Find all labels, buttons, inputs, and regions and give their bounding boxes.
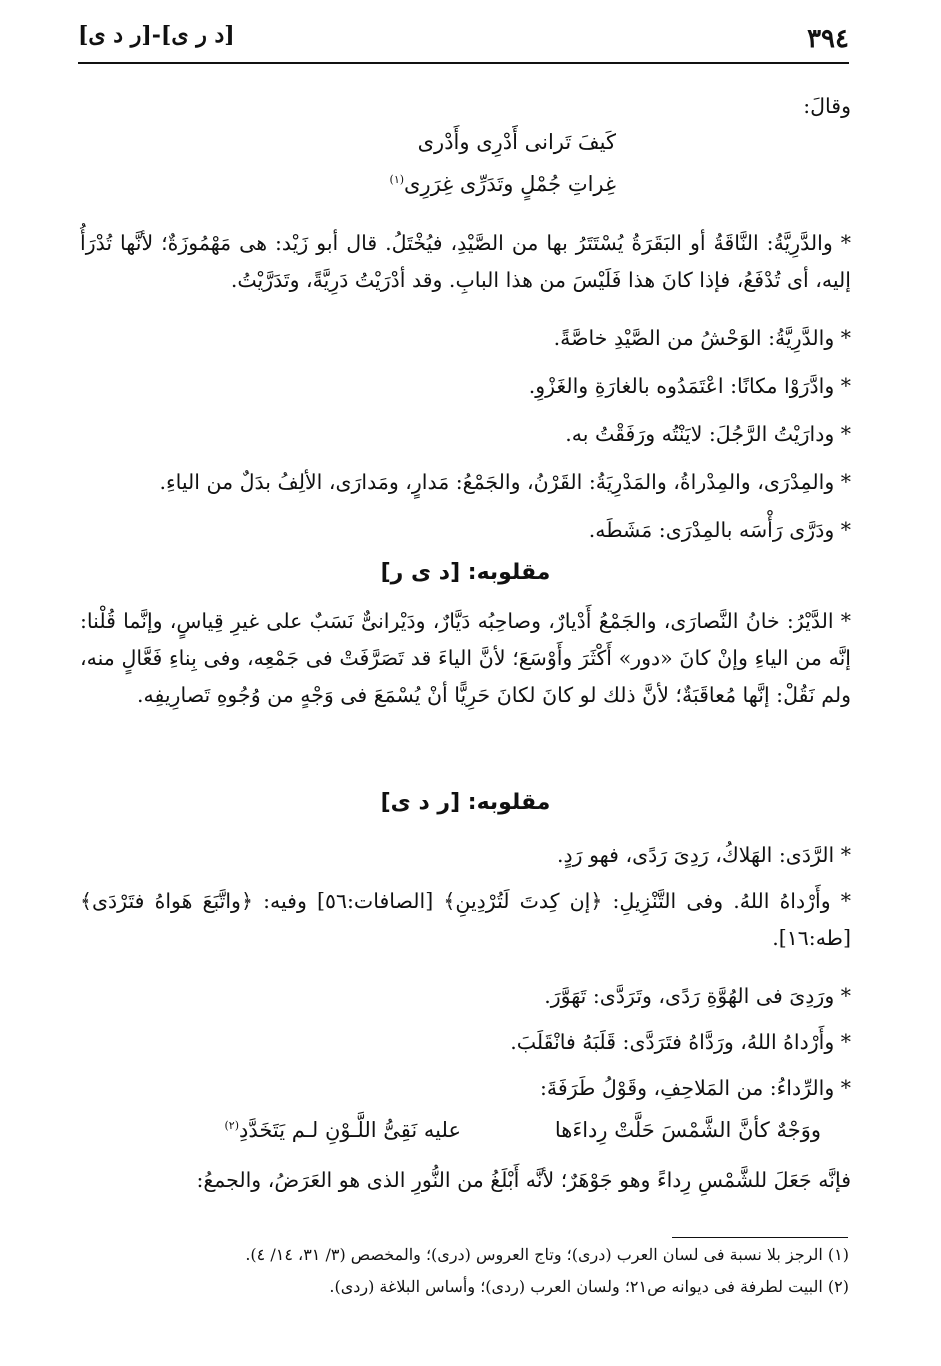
entry-paragraph: * الدَّيْرُ: خانُ النَّصارَى، والجَمْعُ أَدْيارٌ، وصاحِبُه دَيَّارٌ، ودَيْرانىٌّ نَسَبٌ على غيرِ قِياسٍ، وإنَّما قُلْنا: إنَّه من الياءِ وإنْ كانَ «دور» أَكْثَرَ وأَوْسَعَ؛ لأنَّ الياءَ قد تَصَرَّفَتْ فى جَمْعِه، وفى بِناءِ فَعَّالٍ منه، ولم نَقُلْ: إنَّها مُعاقَبَةٌ؛ لأنَّ ذلك لو كانَ لكانَ حَرِيًّا أنْ يُسْمَعَ فى وَجْهٍ من وُجُوهِ تَصارِيفِه. [80, 609, 851, 707]
footnote-marker: (٢) [224, 1119, 239, 1132]
entry-paragraph: * وأَرْداهُ اللهُ. وفى التَّنْزِيلِ: ﴿إن كِدتَ لَتُرْدِينِ﴾ [الصافات:٥٦] وفيه: ﴿واتَّبَعَ هَواهُ فتَرْدَى﴾ [طه:١٦]. [80, 889, 851, 950]
page-header [78, 22, 849, 60]
entry-paragraph: * والدَّرِيَّةُ: النَّاقَةُ أو البَقَرَةُ يُسْتَتَرُ بها من الصَّيْدِ، فيُخْتَلُ. قال أبو زَيْد: هى مَهْمُوزَةٌ؛ لأنَّها تُدْرَأُ إليه، أى تُدْفَعُ، فإذا كانَ هذا فَلَيْسَ من هذا البابِ. وقد أدْرَيْتُ دَرِيَّةً، وتَدَرَّيْتُ. [80, 231, 851, 292]
footnote-marker: (١) [389, 173, 405, 186]
verse-hemistich: ووَجْهٌ كأنَّ الشَّمْسَ حَلَّتْ رِداءَها [554, 1118, 821, 1142]
entry-paragraph: * وأَرْداهُ اللهُ، ورَدَّاهُ فتَرَدَّى: قَلَبَهُ فانْقَلَبَ. [510, 1030, 851, 1054]
root-label: [د ر ى]-[ر د ى] [78, 22, 235, 48]
entry-paragraph: * وادَّرَوْا مكانًا: اعْتَمَدُوه بالغارَةِ والغَزْوِ. [528, 374, 851, 398]
entry-paragraph: * الرَّدَى: الهَلاكُ، رَدِىَ رَدًى، فهو رَدٍ. [557, 843, 851, 867]
entry-paragraph: * والرِّداءُ: من المَلاحِفِ، وقَوْلُ طَرَفَةَ: [540, 1076, 851, 1100]
footnote: (٢) البيت لطرفة فى ديوانه ص٢١؛ ولسان العرب (ردى)؛ وأساس البلاغة (ردى). [329, 1277, 849, 1296]
text-line: وقالَ: [803, 94, 851, 118]
section-heading: مقلوبه: [ر د ى] [380, 790, 551, 815]
footnote-divider [672, 1237, 848, 1238]
section-heading: مقلوبه: [د ى ر] [380, 560, 551, 585]
entry-paragraph: * ودارَيْتُ الرَّجُلَ: لايَنْتُه ورَفَقْتُ به. [565, 422, 851, 446]
verse-line: كَيفَ تَرانى أَدْرِى وأَدْرى [417, 130, 616, 154]
header-divider [78, 62, 849, 64]
verse-text: غِراتِ جُمْلٍ وتَدَرِّى غِرَرِى [404, 172, 616, 196]
entry-paragraph: * ودَرَّى رَأْسَه بالمِدْرَى: مَشَطَه. [588, 518, 851, 542]
entry-paragraph: * ورَدِىَ فى الهُوَّةِ رَدًى، وتَرَدَّى: تَهَوَّرَ. [544, 984, 851, 1008]
entry-paragraph: * والمِدْرَى، والمِدْراةُ، والمَدْرِيَةُ: القَرْنُ، والجَمْعُ: مَدارٍ، ومَدارَى، الألِفُ بدَلٌ من الياءِ. [159, 470, 851, 494]
entry-paragraph: فإنَّه جَعَلَ للشَّمْسِ رِداءً وهو جَوْهَرٌ؛ لأنَّه أَبْلَغُ من النُّورِ الذى هو العَرَضُ، والجمعُ: [196, 1168, 851, 1192]
page-number: ٣٩٤ [807, 24, 849, 54]
entry-paragraph: * والدَّرِيَّةُ: الوَحْشُ من الصَّيْدِ خاصَّةً. [553, 326, 851, 350]
verse-line [390, 172, 616, 196]
footnote: (١) الرجز بلا نسبة فى لسان العرب (درى)؛ وتاج العروس (درى)؛ والمخصص (٣/ ٣١، ١٤/ ٤). [245, 1245, 849, 1264]
verse-text: عليه نَقِىُّ اللَّـوْنِ لـم يَتَخَدَّدِ [239, 1118, 461, 1142]
verse-hemistich [224, 1118, 461, 1142]
